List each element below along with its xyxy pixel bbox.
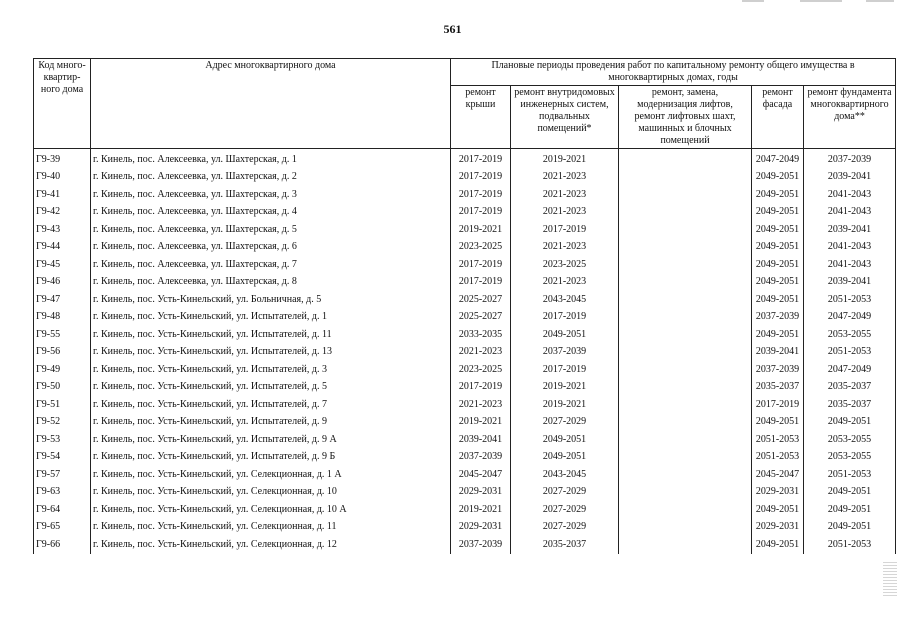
cell-systems: 2021-2023 [511, 186, 619, 204]
cell-address: г. Кинель, пос. Усть-Кинельский, ул. Селекционная, д. 10 [91, 484, 451, 502]
cell-foundation: 2047-2049 [804, 361, 896, 379]
cell-facade: 2035-2037 [752, 379, 804, 397]
cell-code: Г9-49 [34, 361, 91, 379]
cell-roof: 2039-2041 [451, 431, 511, 449]
cell-address: г. Кинель, пос. Усть-Кинельский, ул. Испытателей, д. 11 [91, 326, 451, 344]
cell-systems: 2049-2051 [511, 431, 619, 449]
table-row [34, 519, 896, 537]
cell-foundation: 2039-2041 [804, 274, 896, 292]
cell-roof: 2025-2027 [451, 291, 511, 309]
cell-lifts [619, 204, 752, 222]
cell-lifts [619, 256, 752, 274]
cell-facade: 2049-2051 [752, 204, 804, 222]
cell-lifts [619, 149, 752, 169]
page-number: 561 [443, 22, 462, 36]
cell-address: г. Кинель, пос. Усть-Кинельский, ул. Испытателей, д. 9 [91, 414, 451, 432]
cell-address: г. Кинель, пос. Усть-Кинельский, ул. Селекционная, д. 12 [91, 536, 451, 554]
table-row [34, 431, 896, 449]
cell-address: г. Кинель, пос. Алексеевка, ул. Шахтерская, д. 7 [91, 256, 451, 274]
cell-roof: 2025-2027 [451, 309, 511, 327]
header-code: Код много-квартир-ного дома [34, 59, 91, 149]
cell-systems: 2023-2025 [511, 256, 619, 274]
cell-roof: 2037-2039 [451, 449, 511, 467]
cell-code: Г9-40 [34, 169, 91, 187]
cell-roof: 2017-2019 [451, 186, 511, 204]
cell-code: Г9-42 [34, 204, 91, 222]
header-row-top [34, 59, 896, 86]
scan-noise-mark [883, 560, 897, 596]
cell-facade: 2047-2049 [752, 149, 804, 169]
cell-foundation: 2037-2039 [804, 149, 896, 169]
cell-foundation: 2035-2037 [804, 396, 896, 414]
cell-facade: 2029-2031 [752, 519, 804, 537]
cell-roof: 2021-2023 [451, 396, 511, 414]
cell-systems: 2035-2037 [511, 536, 619, 554]
cell-systems: 2021-2023 [511, 239, 619, 257]
cell-code: Г9-56 [34, 344, 91, 362]
cell-systems: 2021-2023 [511, 169, 619, 187]
cell-facade: 2049-2051 [752, 501, 804, 519]
cell-lifts [619, 431, 752, 449]
cell-code: Г9-46 [34, 274, 91, 292]
cell-foundation: 2041-2043 [804, 256, 896, 274]
table-row [34, 501, 896, 519]
cell-lifts [619, 414, 752, 432]
cell-systems: 2037-2039 [511, 344, 619, 362]
table-row [34, 274, 896, 292]
cell-roof: 2021-2023 [451, 344, 511, 362]
table-row [34, 449, 896, 467]
cell-lifts [619, 361, 752, 379]
cell-foundation: 2039-2041 [804, 221, 896, 239]
cell-code: Г9-48 [34, 309, 91, 327]
cell-roof: 2017-2019 [451, 149, 511, 169]
cell-facade: 2049-2051 [752, 414, 804, 432]
table-row [34, 291, 896, 309]
table-row [34, 536, 896, 554]
cell-roof: 2019-2021 [451, 501, 511, 519]
cell-roof: 2017-2019 [451, 204, 511, 222]
cell-address: г. Кинель, пос. Алексеевка, ул. Шахтерская, д. 1 [91, 149, 451, 169]
cell-address: г. Кинель, пос. Усть-Кинельский, ул. Испытателей, д. 5 [91, 379, 451, 397]
cell-address: г. Кинель, пос. Алексеевка, ул. Шахтерская, д. 8 [91, 274, 451, 292]
cell-facade: 2045-2047 [752, 466, 804, 484]
cell-roof: 2017-2019 [451, 256, 511, 274]
cell-code: Г9-66 [34, 536, 91, 554]
header-roof: ремонт крыши [451, 86, 511, 149]
scan-edge-mark [866, 0, 894, 2]
cell-lifts [619, 519, 752, 537]
header-foundation: ремонт фундамента многоквартирного дома** [804, 86, 896, 149]
cell-foundation: 2049-2051 [804, 484, 896, 502]
cell-roof: 2029-2031 [451, 484, 511, 502]
cell-foundation: 2049-2051 [804, 501, 896, 519]
cell-code: Г9-64 [34, 501, 91, 519]
cell-foundation: 2051-2053 [804, 536, 896, 554]
cell-lifts [619, 309, 752, 327]
cell-address: г. Кинель, пос. Усть-Кинельский, ул. Больничная, д. 5 [91, 291, 451, 309]
cell-lifts [619, 274, 752, 292]
cell-roof: 2045-2047 [451, 466, 511, 484]
repair-schedule-table [33, 58, 896, 554]
cell-facade: 2049-2051 [752, 291, 804, 309]
header-systems: ремонт внутридомовых инженерных систем, подвальных помещений* [511, 86, 619, 149]
cell-facade: 2037-2039 [752, 309, 804, 327]
cell-facade: 2049-2051 [752, 274, 804, 292]
cell-facade: 2037-2039 [752, 361, 804, 379]
cell-roof: 2037-2039 [451, 536, 511, 554]
cell-roof: 2019-2021 [451, 414, 511, 432]
header-address: Адрес многоквартирного дома [91, 59, 451, 149]
cell-foundation: 2053-2055 [804, 449, 896, 467]
table-body [34, 149, 896, 554]
cell-foundation: 2051-2053 [804, 466, 896, 484]
cell-lifts [619, 379, 752, 397]
cell-lifts [619, 449, 752, 467]
cell-systems: 2017-2019 [511, 361, 619, 379]
cell-foundation: 2041-2043 [804, 239, 896, 257]
cell-roof: 2017-2019 [451, 274, 511, 292]
cell-address: г. Кинель, пос. Усть-Кинельский, ул. Испытателей, д. 7 [91, 396, 451, 414]
cell-code: Г9-52 [34, 414, 91, 432]
cell-lifts [619, 484, 752, 502]
table-row [34, 256, 896, 274]
header-group: Плановые периоды проведения работ по капитальному ремонту общего имущества в многоквартирных домах, годы [451, 59, 896, 86]
cell-facade: 2039-2041 [752, 344, 804, 362]
cell-lifts [619, 501, 752, 519]
header-facade: ремонт фасада [752, 86, 804, 149]
cell-lifts [619, 291, 752, 309]
cell-systems: 2019-2021 [511, 396, 619, 414]
cell-systems: 2021-2023 [511, 274, 619, 292]
cell-facade: 2049-2051 [752, 326, 804, 344]
table-row [34, 169, 896, 187]
scan-edge-mark [800, 0, 842, 2]
cell-code: Г9-39 [34, 149, 91, 169]
cell-systems: 2043-2045 [511, 466, 619, 484]
cell-roof: 2033-2035 [451, 326, 511, 344]
header-lifts: ремонт, замена, модернизация лифтов, ремонт лифтовых шахт, машинных и блочных помещений [619, 86, 752, 149]
cell-foundation: 2051-2053 [804, 291, 896, 309]
cell-systems: 2027-2029 [511, 501, 619, 519]
cell-code: Г9-41 [34, 186, 91, 204]
table-row [34, 414, 896, 432]
table-row [34, 186, 896, 204]
table-row [34, 326, 896, 344]
cell-lifts [619, 344, 752, 362]
table-row [34, 221, 896, 239]
cell-address: г. Кинель, пос. Усть-Кинельский, ул. Испытателей, д. 3 [91, 361, 451, 379]
table-row [34, 484, 896, 502]
cell-systems: 2027-2029 [511, 519, 619, 537]
cell-systems: 2049-2051 [511, 449, 619, 467]
cell-foundation: 2039-2041 [804, 169, 896, 187]
cell-lifts [619, 396, 752, 414]
cell-roof: 2023-2025 [451, 239, 511, 257]
cell-systems: 2019-2021 [511, 149, 619, 169]
cell-address: г. Кинель, пос. Усть-Кинельский, ул. Испытателей, д. 13 [91, 344, 451, 362]
cell-foundation: 2041-2043 [804, 204, 896, 222]
cell-code: Г9-57 [34, 466, 91, 484]
cell-facade: 2029-2031 [752, 484, 804, 502]
cell-foundation: 2053-2055 [804, 326, 896, 344]
cell-facade: 2049-2051 [752, 536, 804, 554]
cell-address: г. Кинель, пос. Алексеевка, ул. Шахтерская, д. 3 [91, 186, 451, 204]
cell-code: Г9-45 [34, 256, 91, 274]
cell-address: г. Кинель, пос. Алексеевка, ул. Шахтерская, д. 2 [91, 169, 451, 187]
cell-foundation: 2035-2037 [804, 379, 896, 397]
cell-lifts [619, 326, 752, 344]
cell-foundation: 2053-2055 [804, 431, 896, 449]
cell-facade: 2051-2053 [752, 449, 804, 467]
table-row [34, 239, 896, 257]
cell-address: г. Кинель, пос. Усть-Кинельский, ул. Селекционная, д. 10 А [91, 501, 451, 519]
cell-facade: 2049-2051 [752, 239, 804, 257]
cell-address: г. Кинель, пос. Алексеевка, ул. Шахтерская, д. 5 [91, 221, 451, 239]
cell-facade: 2049-2051 [752, 186, 804, 204]
cell-roof: 2019-2021 [451, 221, 511, 239]
table-row [34, 379, 896, 397]
cell-code: Г9-47 [34, 291, 91, 309]
cell-address: г. Кинель, пос. Алексеевка, ул. Шахтерская, д. 6 [91, 239, 451, 257]
cell-foundation: 2051-2053 [804, 344, 896, 362]
cell-code: Г9-55 [34, 326, 91, 344]
cell-lifts [619, 186, 752, 204]
cell-foundation: 2047-2049 [804, 309, 896, 327]
cell-lifts [619, 169, 752, 187]
cell-systems: 2049-2051 [511, 326, 619, 344]
cell-code: Г9-53 [34, 431, 91, 449]
cell-address: г. Кинель, пос. Алексеевка, ул. Шахтерская, д. 4 [91, 204, 451, 222]
cell-code: Г9-65 [34, 519, 91, 537]
cell-code: Г9-63 [34, 484, 91, 502]
cell-systems: 2043-2045 [511, 291, 619, 309]
cell-code: Г9-51 [34, 396, 91, 414]
cell-code: Г9-43 [34, 221, 91, 239]
cell-facade: 2051-2053 [752, 431, 804, 449]
cell-roof: 2029-2031 [451, 519, 511, 537]
cell-roof: 2017-2019 [451, 169, 511, 187]
cell-facade: 2049-2051 [752, 169, 804, 187]
cell-address: г. Кинель, пос. Усть-Кинельский, ул. Испытателей, д. 9 Б [91, 449, 451, 467]
cell-roof: 2023-2025 [451, 361, 511, 379]
table-row [34, 396, 896, 414]
cell-facade: 2049-2051 [752, 256, 804, 274]
cell-lifts [619, 466, 752, 484]
cell-systems: 2021-2023 [511, 204, 619, 222]
cell-code: Г9-54 [34, 449, 91, 467]
table-row [34, 309, 896, 327]
cell-address: г. Кинель, пос. Усть-Кинельский, ул. Селекционная, д. 11 [91, 519, 451, 537]
cell-foundation: 2041-2043 [804, 186, 896, 204]
cell-foundation: 2049-2051 [804, 414, 896, 432]
cell-address: г. Кинель, пос. Усть-Кинельский, ул. Селекционная, д. 1 А [91, 466, 451, 484]
table-row [34, 466, 896, 484]
cell-systems: 2027-2029 [511, 414, 619, 432]
table-row [34, 361, 896, 379]
table-row [34, 344, 896, 362]
cell-foundation: 2049-2051 [804, 519, 896, 537]
cell-systems: 2017-2019 [511, 309, 619, 327]
cell-systems: 2017-2019 [511, 221, 619, 239]
cell-lifts [619, 239, 752, 257]
cell-address: г. Кинель, пос. Усть-Кинельский, ул. Испытателей, д. 1 [91, 309, 451, 327]
cell-facade: 2017-2019 [752, 396, 804, 414]
cell-facade: 2049-2051 [752, 221, 804, 239]
cell-systems: 2027-2029 [511, 484, 619, 502]
cell-code: Г9-44 [34, 239, 91, 257]
table-row [34, 149, 896, 169]
cell-lifts [619, 536, 752, 554]
cell-systems: 2019-2021 [511, 379, 619, 397]
cell-lifts [619, 221, 752, 239]
table-row [34, 204, 896, 222]
cell-code: Г9-50 [34, 379, 91, 397]
cell-roof: 2017-2019 [451, 379, 511, 397]
cell-address: г. Кинель, пос. Усть-Кинельский, ул. Испытателей, д. 9 А [91, 431, 451, 449]
scan-edge-mark [742, 0, 764, 2]
